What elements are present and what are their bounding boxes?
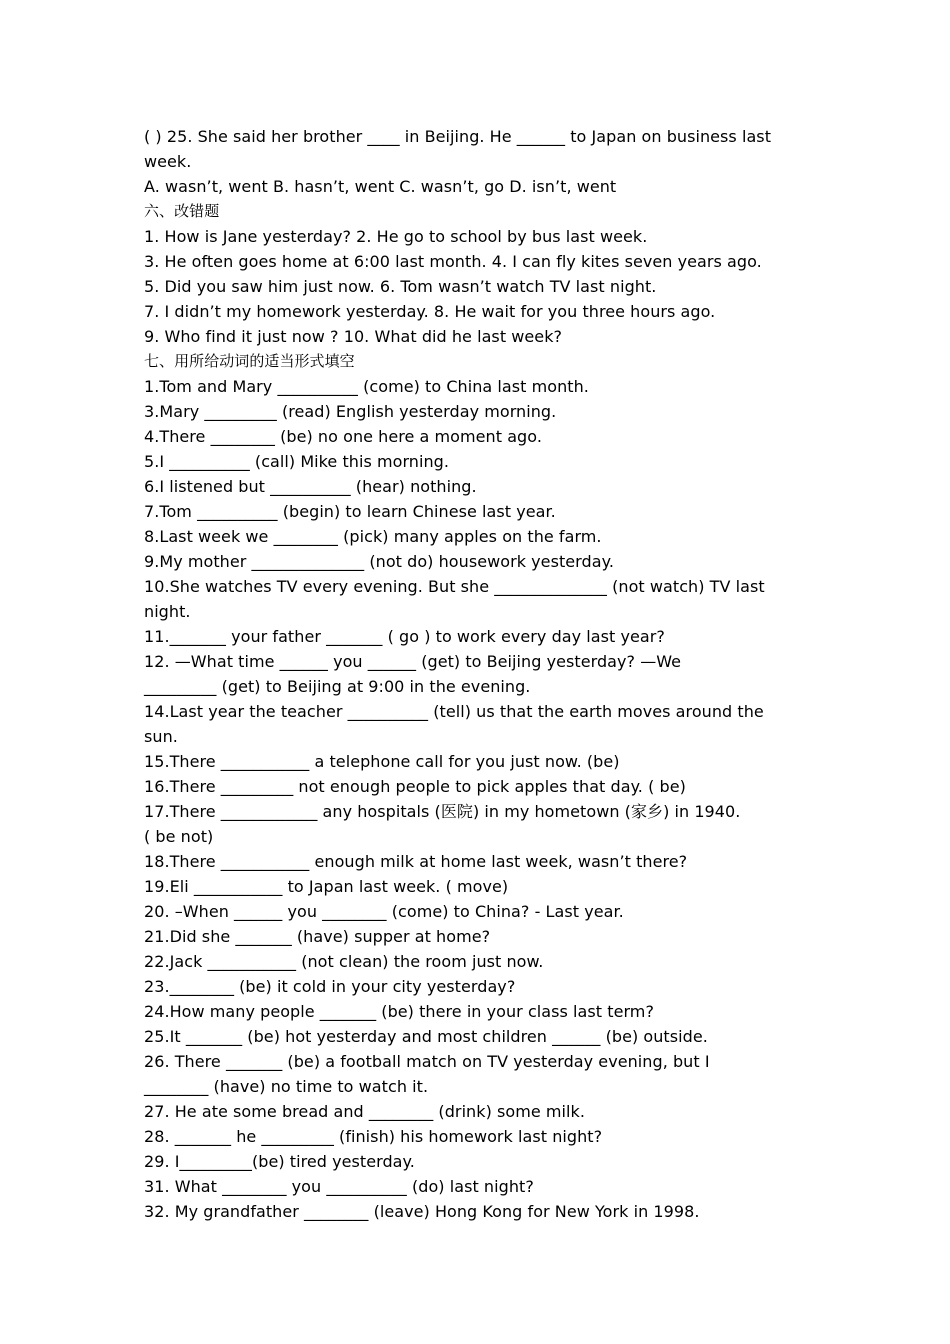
fill-item-22: 22.Jack ___________ (not clean) the room just now. [144, 952, 544, 971]
fill-item-18: 18.There ___________ enough milk at home last week, wasn’t there? [144, 852, 688, 871]
fill-item-31: 31. What ________ you __________ (do) last night? [144, 1177, 534, 1196]
fill-item-29: 29. I_________(be) tired yesterday. [144, 1152, 415, 1171]
fill-item-9: 9.My mother ______________ (not do) housework yesterday. [144, 552, 614, 571]
question-25-line-2: week. [144, 152, 192, 171]
fill-item-6: 6.I listened but __________ (hear) nothing. [144, 477, 477, 496]
section-7-heading: 七、用所给动词的适当形式填空 [144, 352, 355, 370]
correction-item-5-6: 5. Did you saw him just now. 6. Tom wasn’t watch TV last night. [144, 277, 657, 296]
fill-item-14-line-2: sun. [144, 727, 178, 746]
fill-item-24: 24.How many people _______ (be) there in your class last term? [144, 1002, 654, 1021]
fill-item-11: 11._______ your father _______ ( go ) to work every day last year? [144, 627, 665, 646]
fill-item-23: 23.________ (be) it cold in your city yesterday? [144, 977, 516, 996]
correction-item-9-10: 9. Who find it just now ? 10. What did he last week? [144, 327, 563, 346]
fill-item-12-line-2: _________ (get) to Beijing at 9:00 in the evening. [144, 677, 531, 696]
question-25-options: A. wasn’t, went B. hasn’t, went C. wasn’t, go D. isn’t, went [144, 177, 617, 196]
fill-item-3: 3.Mary _________ (read) English yesterday morning. [144, 402, 557, 421]
fill-item-12-line-1: 12. —What time ______ you ______ (get) to Beijing yesterday? —We [144, 652, 682, 671]
fill-item-26-line-1: 26. There _______ (be) a football match on TV yesterday evening, but I [144, 1052, 710, 1071]
fill-item-1: 1.Tom and Mary __________ (come) to China last month. [144, 377, 589, 396]
document-page [144, 124, 810, 1224]
fill-item-15: 15.There ___________ a telephone call for you just now. (be) [144, 752, 620, 771]
fill-item-5: 5.I __________ (call) Mike this morning. [144, 452, 450, 471]
fill-item-28: 28. _______ he _________ (finish) his homework last night? [144, 1127, 603, 1146]
fill-item-16: 16.There _________ not enough people to pick apples that day. ( be) [144, 777, 686, 796]
fill-item-4: 4.There ________ (be) no one here a moment ago. [144, 427, 542, 446]
fill-item-20: 20. –When ______ you ________ (come) to China? - Last year. [144, 902, 624, 921]
fill-item-8: 8.Last week we ________ (pick) many apples on the farm. [144, 527, 602, 546]
correction-item-3-4: 3. He often goes home at 6:00 last month. 4. I can fly kites seven years ago. [144, 252, 762, 271]
correction-item-7-8: 7. I didn’t my homework yesterday. 8. He wait for you three hours ago. [144, 302, 716, 321]
fill-item-7: 7.Tom __________ (begin) to learn Chinese last year. [144, 502, 556, 521]
fill-item-17-line-1: 17.There ____________ any hospitals (医院) in my hometown (家乡) in 1940. [144, 802, 741, 821]
fill-item-27: 27. He ate some bread and ________ (drink) some milk. [144, 1102, 585, 1121]
fill-item-26-line-2: ________ (have) no time to watch it. [144, 1077, 429, 1096]
fill-item-14-line-1: 14.Last year the teacher __________ (tell) us that the earth moves around the [144, 702, 764, 721]
question-25-line-1: ( ) 25. She said her brother ____ in Beijing. He ______ to Japan on business last [144, 127, 772, 146]
fill-item-32: 32. My grandfather ________ (leave) Hong Kong for New York in 1998. [144, 1202, 700, 1221]
fill-item-25: 25.It _______ (be) hot yesterday and most children ______ (be) outside. [144, 1027, 708, 1046]
fill-item-10-line-2: night. [144, 602, 191, 621]
correction-item-1-2: 1. How is Jane yesterday? 2. He go to school by bus last week. [144, 227, 648, 246]
fill-item-19: 19.Eli ___________ to Japan last week. ( move) [144, 877, 509, 896]
section-6-heading: 六、改错题 [144, 202, 220, 220]
fill-item-10-line-1: 10.She watches TV every evening. But she ______________ (not watch) TV last [144, 577, 765, 596]
fill-item-21: 21.Did she _______ (have) supper at home? [144, 927, 491, 946]
fill-item-17-line-2: ( be not) [144, 827, 214, 846]
